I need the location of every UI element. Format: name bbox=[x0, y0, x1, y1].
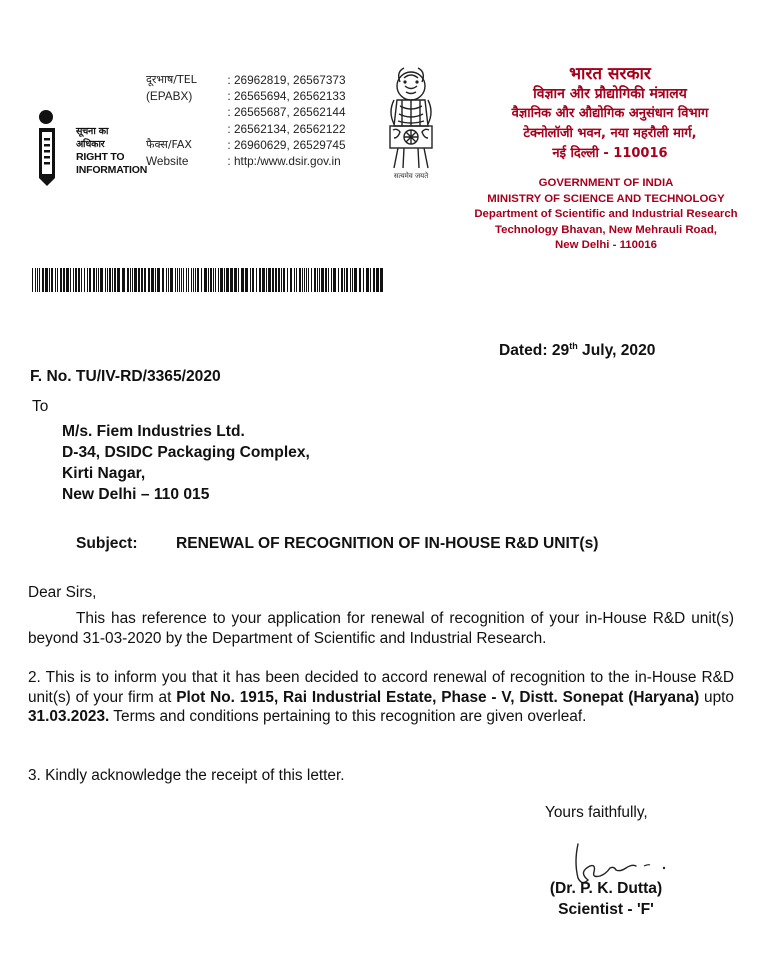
barcode-bar bbox=[55, 268, 56, 292]
barcode-bar bbox=[155, 268, 156, 292]
barcode-bar bbox=[272, 268, 274, 292]
barcode-bar bbox=[376, 268, 379, 292]
contact-label: Website bbox=[146, 153, 189, 168]
barcode-bar bbox=[114, 268, 116, 292]
contact-row bbox=[146, 137, 346, 153]
signatory-name: (Dr. P. K. Dutta) bbox=[549, 880, 663, 897]
barcode-bar bbox=[352, 268, 353, 292]
barcode-bar bbox=[107, 268, 108, 292]
barcode-bar bbox=[213, 268, 214, 292]
rti-line-3: RIGHT TO bbox=[76, 151, 125, 163]
barcode-bar bbox=[328, 268, 329, 292]
barcode bbox=[32, 268, 384, 292]
contact-value: 26960629, 26529745 bbox=[234, 137, 346, 152]
contact-label bbox=[146, 121, 224, 137]
contact-row bbox=[146, 153, 346, 169]
barcode-bar bbox=[262, 268, 265, 292]
barcode-bar bbox=[96, 268, 97, 292]
barcode-bar bbox=[183, 268, 184, 292]
barcode-bar bbox=[256, 268, 257, 292]
file-number: F. No. TU/IV-RD/3365/2020 bbox=[30, 368, 221, 385]
barcode-bar bbox=[105, 268, 106, 292]
barcode-bar bbox=[87, 268, 88, 292]
barcode-bar bbox=[314, 268, 316, 292]
barcode-bar bbox=[151, 268, 154, 292]
barcode-bar bbox=[141, 268, 143, 292]
contact-row bbox=[146, 104, 346, 120]
barcode-bar bbox=[37, 268, 38, 292]
contact-label: दूरभाष/TEL bbox=[146, 73, 197, 86]
barcode-bar bbox=[117, 268, 120, 292]
barcode-bar bbox=[100, 268, 103, 292]
barcode-bar bbox=[224, 268, 225, 292]
barcode-bar bbox=[75, 268, 77, 292]
address-line-4: New Delhi – 110 015 bbox=[62, 486, 210, 503]
ashoka-emblem-icon bbox=[376, 64, 446, 172]
address-line-2: D-34, DSIDC Packaging Complex, bbox=[62, 444, 310, 461]
barcode-bar bbox=[226, 268, 229, 292]
contact-row bbox=[146, 72, 346, 88]
barcode-bar bbox=[134, 268, 137, 292]
para2-outro: Terms and conditions pertaining to this recognition are given overleaf. bbox=[109, 708, 587, 725]
barcode-bar bbox=[275, 268, 277, 292]
rti-line-2: अधिकार bbox=[76, 138, 105, 150]
contact-label bbox=[146, 104, 224, 120]
rti-logo bbox=[36, 108, 146, 188]
barcode-bar bbox=[331, 268, 332, 292]
subject-line bbox=[76, 535, 598, 553]
barcode-bar bbox=[281, 268, 282, 292]
barcode-bar bbox=[266, 268, 267, 292]
barcode-bar bbox=[294, 268, 295, 292]
barcode-bar bbox=[317, 268, 318, 292]
barcode-bar bbox=[130, 268, 131, 292]
barcode-bar bbox=[370, 268, 371, 292]
barcode-bar bbox=[81, 268, 82, 292]
barcode-bar bbox=[179, 268, 180, 292]
contact-value: 26962819, 26567373 bbox=[234, 73, 346, 87]
letterhead-english bbox=[456, 176, 756, 254]
emblem-caption: सत्यमेव जयते bbox=[393, 172, 429, 180]
barcode-bar bbox=[259, 268, 261, 292]
barcode-bar bbox=[197, 268, 199, 292]
barcode-bar bbox=[132, 268, 133, 292]
barcode-bar bbox=[306, 268, 307, 292]
barcode-bar bbox=[60, 268, 62, 292]
to-label: To bbox=[32, 398, 49, 415]
barcode-bar bbox=[122, 268, 125, 292]
hindi-line-2: विज्ञान और प्रौद्योगिकी मंत्रालय bbox=[533, 86, 687, 102]
paragraph-2 bbox=[28, 668, 734, 727]
letterhead-hindi bbox=[460, 64, 760, 164]
barcode-bar bbox=[177, 268, 178, 292]
barcode-bar bbox=[93, 268, 95, 292]
date-suffix: th bbox=[569, 341, 578, 351]
barcode-bar bbox=[252, 268, 254, 292]
barcode-bar bbox=[204, 268, 207, 292]
barcode-bar bbox=[98, 268, 99, 292]
barcode-bar bbox=[321, 268, 324, 292]
barcode-bar bbox=[354, 268, 357, 292]
para2-upto: upto bbox=[699, 688, 734, 706]
validity-date: 31.03.2023. bbox=[28, 708, 110, 725]
barcode-bar bbox=[42, 268, 44, 292]
barcode-bar bbox=[380, 268, 383, 292]
barcode-bar bbox=[278, 268, 280, 292]
barcode-bar bbox=[338, 268, 339, 292]
barcode-bar bbox=[359, 268, 361, 292]
barcode-bar bbox=[109, 268, 111, 292]
barcode-bar bbox=[366, 268, 369, 292]
barcode-bar bbox=[181, 268, 182, 292]
barcode-bar bbox=[208, 268, 209, 292]
barcode-bar bbox=[283, 268, 285, 292]
contact-colon: : bbox=[227, 73, 231, 87]
barcode-bar bbox=[78, 268, 80, 292]
barcode-bar bbox=[201, 268, 202, 292]
barcode-bar bbox=[148, 268, 150, 292]
closing: Yours faithfully, bbox=[545, 804, 648, 821]
barcode-bar bbox=[66, 268, 69, 292]
subject-label: Subject: bbox=[76, 535, 138, 552]
barcode-bar bbox=[51, 268, 53, 292]
barcode-bar bbox=[166, 268, 167, 292]
barcode-bar bbox=[162, 268, 164, 292]
barcode-bar bbox=[333, 268, 336, 292]
contact-colon: : bbox=[227, 153, 231, 168]
rti-line-1: सूचना का bbox=[76, 126, 109, 137]
para2-intro: 2. This is to inform you that it has been decided to accord renewal of recognition to the in-House R&D unit(s) of your firm at bbox=[28, 669, 734, 706]
barcode-bar bbox=[350, 268, 351, 292]
barcode-bar bbox=[308, 268, 309, 292]
barcode-bar bbox=[290, 268, 292, 292]
contact-colon: : bbox=[227, 89, 231, 104]
barcode-bar bbox=[311, 268, 312, 292]
contact-row bbox=[146, 88, 346, 104]
contact-value: 26565694, 26562133 bbox=[234, 89, 346, 104]
barcode-bar bbox=[218, 268, 219, 292]
hindi-line-5: नई दिल्ली - 110016 bbox=[552, 146, 668, 161]
barcode-bar bbox=[45, 268, 48, 292]
barcode-bar bbox=[319, 268, 320, 292]
barcode-bar bbox=[73, 268, 74, 292]
contact-row bbox=[146, 121, 346, 137]
barcode-bar bbox=[220, 268, 223, 292]
barcode-bar bbox=[268, 268, 271, 292]
barcode-bar bbox=[238, 268, 239, 292]
barcode-bar bbox=[241, 268, 244, 292]
barcode-bar bbox=[250, 268, 251, 292]
barcode-bar bbox=[325, 268, 327, 292]
english-line-4: Technology Bhavan, New Mehrauli Road, bbox=[495, 223, 717, 236]
unit-location: Plot No. 1915, Rai Industrial Estate, Phase - V, Distt. Sonepat (Haryana) bbox=[176, 688, 700, 706]
barcode-bar bbox=[245, 268, 248, 292]
address-line-1: M/s. Fiem Industries Ltd. bbox=[62, 423, 245, 440]
barcode-bar bbox=[70, 268, 71, 292]
contact-colon: : bbox=[227, 121, 231, 136]
national-emblem bbox=[376, 64, 446, 182]
barcode-bar bbox=[63, 268, 65, 292]
barcode-bar bbox=[186, 268, 187, 292]
contact-value: http:/www.dsir.gov.in bbox=[234, 153, 341, 168]
barcode-bar bbox=[344, 268, 345, 292]
contact-block bbox=[146, 72, 346, 169]
barcode-bar bbox=[84, 268, 85, 292]
contact-colon: : bbox=[227, 105, 231, 120]
barcode-bar bbox=[210, 268, 212, 292]
hindi-line-1: भारत सरकार bbox=[569, 64, 651, 84]
address-line-3: Kirti Nagar, bbox=[62, 465, 146, 482]
barcode-bar bbox=[191, 268, 192, 292]
barcode-bar bbox=[144, 268, 146, 292]
rti-line-4: INFORMATION bbox=[76, 163, 148, 176]
barcode-bar bbox=[170, 268, 173, 292]
barcode-bar bbox=[287, 268, 288, 292]
english-line-3: Department of Scientific and Industrial Research bbox=[474, 208, 738, 220]
barcode-bar bbox=[341, 268, 343, 292]
hindi-line-3: वैज्ञानिक और औद्योगिक अनुसंधान विभाग bbox=[511, 106, 709, 121]
barcode-bar bbox=[304, 268, 305, 292]
english-line-5: New Delhi - 110016 bbox=[555, 239, 657, 251]
barcode-bar bbox=[32, 268, 33, 292]
hindi-line-4: टेक्नोलॉजी भवन, नया महरौली मार्ग, bbox=[523, 126, 697, 141]
barcode-bar bbox=[175, 268, 176, 292]
date-label: Dated: 29 bbox=[499, 342, 570, 360]
salutation: Dear Sirs, bbox=[28, 584, 97, 601]
barcode-bar bbox=[89, 268, 91, 292]
letter-date bbox=[499, 341, 655, 360]
barcode-bar bbox=[234, 268, 237, 292]
contact-value: 26565687, 26562144 bbox=[234, 105, 346, 120]
barcode-bar bbox=[157, 268, 160, 292]
contact-colon: : bbox=[227, 137, 231, 152]
barcode-bar bbox=[373, 268, 375, 292]
barcode-bar bbox=[230, 268, 233, 292]
contact-label: फैक्स/FAX bbox=[146, 137, 192, 151]
english-line-2: MINISTRY OF SCIENCE AND TECHNOLOGY bbox=[487, 192, 725, 205]
barcode-bar bbox=[215, 268, 216, 292]
rti-person-icon bbox=[36, 108, 76, 186]
barcode-bar bbox=[168, 268, 169, 292]
english-line-1: GOVERNMENT OF INDIA bbox=[538, 177, 674, 189]
barcode-bar bbox=[193, 268, 194, 292]
paragraph-3: 3. Kindly acknowledge the receipt of this letter. bbox=[28, 767, 345, 784]
barcode-bar bbox=[302, 268, 303, 292]
barcode-bar bbox=[188, 268, 189, 292]
date-rest: July, 2020 bbox=[577, 342, 656, 360]
contact-label: (EPABX) bbox=[146, 89, 193, 104]
barcode-bar bbox=[112, 268, 113, 292]
barcode-bar bbox=[127, 268, 129, 292]
paragraph-1: This has reference to your application for renewal of recognition of your in-House R&D unit(s) beyond 31-03-2020 by the Department of Scientific and Industrial Research. bbox=[28, 610, 734, 647]
barcode-bar bbox=[35, 268, 36, 292]
barcode-bar bbox=[299, 268, 301, 292]
barcode-bar bbox=[346, 268, 348, 292]
barcode-bar bbox=[363, 268, 364, 292]
barcode-bar bbox=[195, 268, 196, 292]
contact-value: 26562134, 26562122 bbox=[234, 121, 346, 136]
signatory bbox=[536, 878, 676, 920]
subject-text: RENEWAL OF RECOGNITION OF IN-HOUSE R&D UNIT(s) bbox=[176, 535, 599, 552]
signatory-title: Scientist - 'F' bbox=[558, 901, 654, 918]
barcode-bar bbox=[49, 268, 50, 292]
barcode-bar bbox=[296, 268, 297, 292]
barcode-bar bbox=[39, 268, 40, 292]
barcode-bar bbox=[138, 268, 140, 292]
barcode-bar bbox=[57, 268, 58, 292]
recipient-address bbox=[62, 421, 310, 505]
